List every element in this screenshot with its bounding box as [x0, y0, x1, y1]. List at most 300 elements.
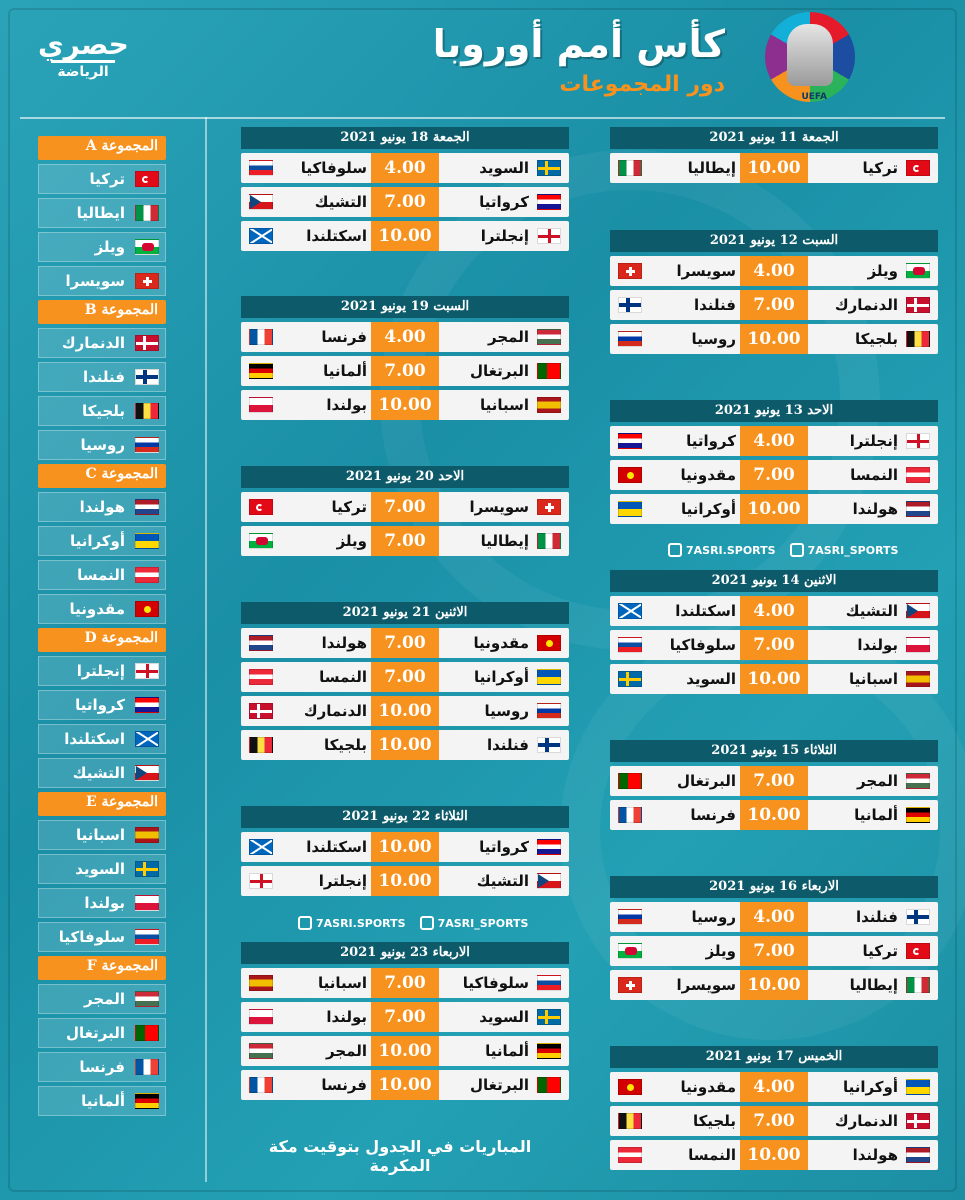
kickoff-time: 10.00: [371, 730, 439, 760]
group-block: [38, 464, 166, 624]
group-team-row: [38, 492, 166, 522]
flag-at-icon: [135, 567, 159, 583]
match-row: [241, 730, 569, 760]
away-team: أوكرانيا: [680, 500, 736, 518]
flag-hu-icon: [249, 1043, 273, 1059]
flag-ru-icon: [537, 703, 561, 719]
flag-fr-icon: [249, 329, 273, 345]
match-day: [241, 127, 569, 251]
group-team-row: [38, 1052, 166, 1082]
kickoff-time: 4.00: [740, 902, 808, 932]
kickoff-time: 10.00: [371, 832, 439, 862]
away-team: بولندا: [326, 396, 367, 414]
home-team: إيطاليا: [480, 532, 529, 550]
group-title: المجموعة E: [38, 792, 166, 816]
twitter-handle: 7ASRI_SPORTS: [437, 916, 529, 930]
flag-tr-icon: [135, 171, 159, 187]
group-title: المجموعة C: [38, 464, 166, 488]
flag-be-icon: [906, 331, 930, 347]
home-team: إيطاليا: [849, 976, 898, 994]
header-divider: [20, 117, 945, 119]
flag-ch-icon: [618, 977, 642, 993]
flag-es-icon: [537, 397, 561, 413]
group-title: المجموعة D: [38, 628, 166, 652]
flag-se-icon: [135, 861, 159, 877]
team-name: كرواتيا: [75, 696, 125, 714]
team-name: التشيك: [72, 764, 125, 782]
group-team-row: [38, 266, 166, 296]
kickoff-time: 7.00: [371, 526, 439, 556]
match-row: [610, 596, 938, 626]
groups-sidebar: [38, 136, 166, 1120]
kickoff-time: 7.00: [740, 460, 808, 490]
uefa-label: UEFA: [801, 92, 827, 102]
match-day: [610, 1046, 938, 1170]
flag-ch-icon: [537, 499, 561, 515]
flag-wal-icon: [135, 239, 159, 255]
match-row: [241, 390, 569, 420]
flag-be-icon: [135, 403, 159, 419]
social-links-middle: [298, 916, 528, 930]
away-team: مقدونيا: [680, 1078, 736, 1096]
kickoff-time: 10.00: [740, 970, 808, 1000]
kickoff-time: 7.00: [371, 356, 439, 386]
team-name: المجر: [84, 990, 125, 1008]
flag-sk-icon: [618, 637, 642, 653]
group-team-row: [38, 1018, 166, 1048]
flag-hr-icon: [537, 839, 561, 855]
away-team: كرواتيا: [686, 432, 736, 450]
flag-ru-icon: [618, 331, 642, 347]
flag-pt-icon: [135, 1025, 159, 1041]
kickoff-time: 7.00: [740, 290, 808, 320]
group-team-row: [38, 820, 166, 850]
twitter-link[interactable]: [420, 916, 529, 930]
day-header: الاربعاء 23 يونيو 2021: [241, 942, 569, 964]
flag-dk-icon: [906, 297, 930, 313]
instagram-icon: [298, 916, 312, 930]
away-team: ألمانيا: [323, 362, 367, 380]
match-row: [610, 970, 938, 1000]
group-team-row: [38, 984, 166, 1014]
kickoff-time: 10.00: [740, 324, 808, 354]
group-team-row: [38, 362, 166, 392]
flag-it-icon: [906, 977, 930, 993]
flag-it-icon: [135, 205, 159, 221]
home-team: مقدونيا: [473, 634, 529, 652]
match-row: [610, 256, 938, 286]
away-team: بولندا: [326, 1008, 367, 1026]
flag-hr-icon: [618, 433, 642, 449]
match-day: [241, 806, 569, 896]
match-row: [241, 832, 569, 862]
flag-ua-icon: [906, 1079, 930, 1095]
home-team: المجر: [488, 328, 529, 346]
flag-pt-icon: [618, 773, 642, 789]
kickoff-time: 7.00: [740, 1106, 808, 1136]
home-team: كرواتيا: [479, 193, 529, 211]
match-row: [241, 526, 569, 556]
flag-hu-icon: [537, 329, 561, 345]
group-team-row: [38, 690, 166, 720]
page-title: كأس أمم أوروبا: [432, 22, 725, 66]
twitter-icon: [790, 543, 804, 557]
team-name: ايطاليا: [76, 204, 125, 222]
kickoff-time: 7.00: [371, 1002, 439, 1032]
day-header: الاربعاء 16 يونيو 2021: [610, 876, 938, 898]
flag-pl-icon: [135, 895, 159, 911]
match-row: [610, 902, 938, 932]
flag-fi-icon: [537, 737, 561, 753]
team-name: روسيا: [80, 436, 125, 454]
match-row: [610, 936, 938, 966]
flag-se-icon: [537, 1009, 561, 1025]
flag-hr-icon: [135, 697, 159, 713]
flag-pl-icon: [249, 397, 273, 413]
match-row: [241, 968, 569, 998]
kickoff-time: 7.00: [371, 628, 439, 658]
away-team: إنجلترا: [318, 872, 367, 890]
flag-de-icon: [249, 363, 273, 379]
day-header: الثلاثاء 22 يونيو 2021: [241, 806, 569, 828]
away-team: اسكتلندا: [306, 838, 367, 856]
header: [0, 0, 965, 110]
away-team: فرنسا: [321, 328, 367, 346]
group-block: [38, 956, 166, 1116]
group-team-row: [38, 328, 166, 358]
match-row: [610, 426, 938, 456]
timezone-note: المباريات في الجدول بتوقيت مكة المكرمة: [268, 1137, 532, 1175]
flag-dk-icon: [906, 1113, 930, 1129]
group-team-row: [38, 854, 166, 884]
kickoff-time: 4.00: [740, 596, 808, 626]
day-header: السبت 12 يونيو 2021: [610, 230, 938, 252]
away-team: سلوفاكيا: [669, 636, 736, 654]
group-team-row: [38, 526, 166, 556]
team-name: ويلز: [94, 238, 125, 256]
kickoff-time: 10.00: [371, 1036, 439, 1066]
group-team-row: [38, 560, 166, 590]
match-day: [241, 602, 569, 760]
match-row: [610, 153, 938, 183]
home-team: ألمانيا: [485, 1042, 529, 1060]
flag-fr-icon: [249, 1077, 273, 1093]
match-day: [241, 296, 569, 420]
flag-nl-icon: [135, 499, 159, 515]
flag-cz-icon: [135, 765, 159, 781]
away-team: ويلز: [336, 532, 367, 550]
day-header: الاحد 13 يونيو 2021: [610, 400, 938, 422]
home-team: الدنمارك: [834, 296, 898, 314]
match-day: [610, 876, 938, 1000]
flag-sk-icon: [537, 975, 561, 991]
flag-it-icon: [537, 533, 561, 549]
flag-en-icon: [537, 228, 561, 244]
flag-fi-icon: [906, 909, 930, 925]
home-team: تركيا: [862, 942, 898, 960]
team-name: السويد: [75, 860, 125, 878]
flag-sc-icon: [618, 603, 642, 619]
flag-hu-icon: [906, 773, 930, 789]
match-row: [241, 696, 569, 726]
away-team: هولندا: [321, 634, 367, 652]
kickoff-time: 10.00: [740, 1140, 808, 1170]
flag-mk-icon: [618, 467, 642, 483]
home-team: هولندا: [852, 500, 898, 518]
flag-de-icon: [135, 1093, 159, 1109]
group-block: [38, 628, 166, 788]
match-row: [241, 1070, 569, 1100]
group-team-row: [38, 656, 166, 686]
flag-fi-icon: [135, 369, 159, 385]
flag-mk-icon: [135, 601, 159, 617]
twitter-link[interactable]: [790, 543, 899, 557]
flag-ua-icon: [618, 501, 642, 517]
home-team: أوكرانيا: [473, 668, 529, 686]
flag-en-icon: [906, 433, 930, 449]
group-team-row: [38, 396, 166, 426]
instagram-link[interactable]: [298, 916, 406, 930]
flag-en-icon: [249, 873, 273, 889]
team-name: إنجلترا: [76, 662, 125, 680]
kickoff-time: 7.00: [740, 630, 808, 660]
flag-en-icon: [135, 663, 159, 679]
home-team: إنجلترا: [480, 227, 529, 245]
away-team: البرتغال: [677, 772, 736, 790]
flag-ru-icon: [618, 909, 642, 925]
kickoff-time: 7.00: [371, 968, 439, 998]
flag-dk-icon: [135, 335, 159, 351]
flag-wal-icon: [906, 263, 930, 279]
flag-be-icon: [249, 737, 273, 753]
home-team: اسبانيا: [479, 396, 529, 414]
team-name: سلوفاكيا: [58, 928, 125, 946]
away-team: روسيا: [691, 330, 736, 348]
flag-cz-icon: [249, 194, 273, 210]
instagram-link[interactable]: [668, 543, 776, 557]
team-name: اسكتلندا: [64, 730, 125, 748]
flag-at-icon: [249, 669, 273, 685]
team-name: اسبانيا: [75, 826, 125, 844]
match-day: [610, 400, 938, 524]
team-name: سويسرا: [65, 272, 125, 290]
flag-fr-icon: [618, 807, 642, 823]
kickoff-time: 7.00: [740, 766, 808, 796]
day-header: الجمعة 11 يونيو 2021: [610, 127, 938, 149]
euro-trophy-logo: [765, 12, 855, 102]
group-block: [38, 792, 166, 952]
group-title: المجموعة A: [38, 136, 166, 160]
match-row: [610, 630, 938, 660]
team-name: بولندا: [84, 894, 125, 912]
home-team: البرتغال: [470, 1076, 529, 1094]
instagram-handle: 7ASRI.SPORTS: [316, 916, 406, 930]
flag-es-icon: [906, 671, 930, 687]
flag-pl-icon: [249, 1009, 273, 1025]
kickoff-time: 4.00: [371, 322, 439, 352]
flag-mk-icon: [618, 1079, 642, 1095]
day-header: الاحد 20 يونيو 2021: [241, 466, 569, 488]
kickoff-time: 10.00: [740, 153, 808, 183]
team-name: مقدونيا: [69, 600, 125, 618]
away-team: سويسرا: [676, 976, 736, 994]
team-name: ألمانيا: [81, 1092, 125, 1110]
match-row: [610, 460, 938, 490]
instagram-icon: [668, 543, 682, 557]
team-name: بلجيكا: [81, 402, 125, 420]
flag-sc-icon: [249, 228, 273, 244]
flag-sc-icon: [249, 839, 273, 855]
flag-cz-icon: [537, 873, 561, 889]
home-team: إنجلترا: [849, 432, 898, 450]
day-header: الاثنين 14 يونيو 2021: [610, 570, 938, 592]
trophy-icon: [787, 24, 833, 86]
home-team: التشيك: [845, 602, 898, 620]
flag-fr-icon: [135, 1059, 159, 1075]
home-team: المجر: [857, 772, 898, 790]
day-header: الخميس 17 يونيو 2021: [610, 1046, 938, 1068]
flag-sk-icon: [135, 929, 159, 945]
group-team-row: [38, 594, 166, 624]
away-team: فنلندا: [694, 296, 736, 314]
match-row: [610, 494, 938, 524]
match-row: [241, 1036, 569, 1066]
home-team: أوكرانيا: [842, 1078, 898, 1096]
flag-at-icon: [618, 1147, 642, 1163]
group-title: المجموعة B: [38, 300, 166, 324]
away-team: مقدونيا: [680, 466, 736, 484]
match-row: [610, 1140, 938, 1170]
flag-pt-icon: [537, 363, 561, 379]
match-row: [241, 221, 569, 251]
home-team: تركيا: [862, 159, 898, 177]
kickoff-time: 10.00: [371, 221, 439, 251]
group-team-row: [38, 922, 166, 952]
match-row: [241, 153, 569, 183]
flag-ch-icon: [618, 263, 642, 279]
kickoff-time: 7.00: [371, 492, 439, 522]
flag-pt-icon: [537, 1077, 561, 1093]
instagram-handle: 7ASRI.SPORTS: [686, 543, 776, 557]
page-subtitle: دور المجموعات: [559, 72, 725, 97]
home-team: سويسرا: [469, 498, 529, 516]
match-day: [241, 466, 569, 556]
home-team: التشيك: [476, 872, 529, 890]
flag-es-icon: [135, 827, 159, 843]
kickoff-time: 10.00: [371, 390, 439, 420]
match-row: [610, 1106, 938, 1136]
away-team: روسيا: [691, 908, 736, 926]
match-row: [610, 800, 938, 830]
match-day: [610, 740, 938, 830]
home-team: النمسا: [850, 466, 898, 484]
away-team: اسكتلندا: [675, 602, 736, 620]
flag-sc-icon: [135, 731, 159, 747]
flag-it-icon: [618, 160, 642, 176]
match-row: [241, 356, 569, 386]
twitter-handle: 7ASRI_SPORTS: [807, 543, 899, 557]
home-team: البرتغال: [470, 362, 529, 380]
away-team: النمسا: [688, 1146, 736, 1164]
home-team: السويد: [479, 1008, 529, 1026]
kickoff-time: 10.00: [371, 866, 439, 896]
match-row: [241, 628, 569, 658]
day-header: السبت 19 يونيو 2021: [241, 296, 569, 318]
home-team: فنلندا: [487, 736, 529, 754]
group-team-row: [38, 724, 166, 754]
home-team: ألمانيا: [854, 806, 898, 824]
away-team: سلوفاكيا: [300, 159, 367, 177]
team-name: هولندا: [79, 498, 125, 516]
kickoff-time: 7.00: [740, 936, 808, 966]
flag-pl-icon: [906, 637, 930, 653]
home-team: اسبانيا: [848, 670, 898, 688]
away-team: اسبانيا: [317, 974, 367, 992]
flag-ch-icon: [135, 273, 159, 289]
flag-dk-icon: [249, 703, 273, 719]
flag-sk-icon: [249, 160, 273, 176]
group-block: [38, 300, 166, 460]
day-header: الثلاثاء 15 يونيو 2021: [610, 740, 938, 762]
flag-de-icon: [537, 1043, 561, 1059]
match-row: [241, 866, 569, 896]
flag-ru-icon: [135, 437, 159, 453]
flag-nl-icon: [249, 635, 273, 651]
brand-line2: الرياضة: [51, 60, 114, 81]
team-name: فنلندا: [83, 368, 125, 386]
twitter-icon: [420, 916, 434, 930]
group-team-row: [38, 430, 166, 460]
flag-hr-icon: [537, 194, 561, 210]
match-day: [241, 942, 569, 1100]
kickoff-time: 7.00: [371, 187, 439, 217]
team-name: أوكرانيا: [69, 532, 125, 550]
team-name: النمسا: [77, 566, 125, 584]
group-team-row: [38, 164, 166, 194]
home-team: بلجيكا: [854, 330, 898, 348]
match-row: [610, 290, 938, 320]
flag-be-icon: [618, 1113, 642, 1129]
team-name: الدنمارك: [61, 334, 125, 352]
flag-nl-icon: [906, 501, 930, 517]
day-header: الجمعة 18 يونيو 2021: [241, 127, 569, 149]
group-team-row: [38, 232, 166, 262]
flag-es-icon: [249, 975, 273, 991]
kickoff-time: 4.00: [740, 256, 808, 286]
match-day: [610, 230, 938, 354]
social-links-right: [668, 543, 898, 557]
group-team-row: [38, 888, 166, 918]
team-name: البرتغال: [66, 1024, 125, 1042]
match-day: [610, 570, 938, 694]
match-day: [610, 127, 938, 183]
home-team: هولندا: [852, 1146, 898, 1164]
match-row: [241, 187, 569, 217]
kickoff-time: 7.00: [371, 662, 439, 692]
match-row: [610, 324, 938, 354]
flag-de-icon: [906, 807, 930, 823]
flag-tr-icon: [906, 160, 930, 176]
away-team: المجر: [326, 1042, 367, 1060]
kickoff-time: 10.00: [371, 696, 439, 726]
away-team: إيطاليا: [687, 159, 736, 177]
sidebar-divider: [205, 117, 207, 1182]
match-row: [610, 1072, 938, 1102]
match-row: [241, 322, 569, 352]
away-team: الدنمارك: [303, 702, 367, 720]
kickoff-time: 10.00: [740, 800, 808, 830]
kickoff-time: 10.00: [740, 494, 808, 524]
